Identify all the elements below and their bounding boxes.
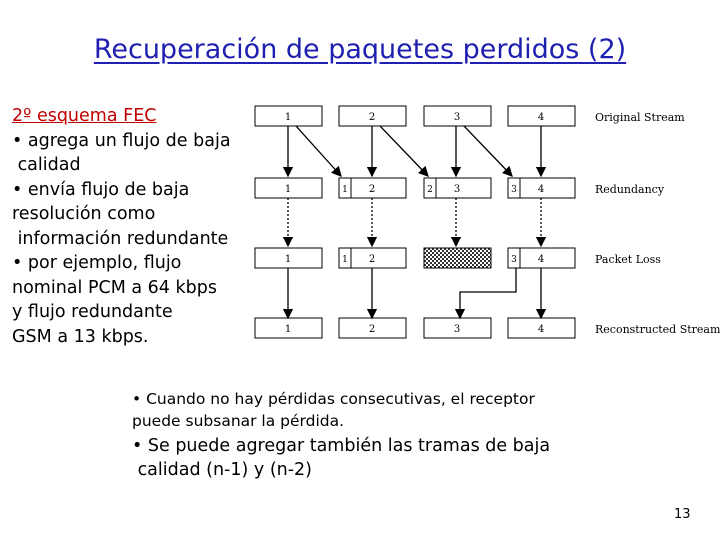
packet-box <box>508 248 575 268</box>
row-label: Reconstructed Stream <box>595 323 720 336</box>
row-label: Original Stream <box>595 111 685 124</box>
packet-label: 1 <box>284 184 292 195</box>
packet-label: 1 <box>284 254 292 265</box>
redundant-packet-label: 1 <box>342 185 348 195</box>
row-label: Packet Loss <box>595 253 661 266</box>
packet-box <box>339 248 406 268</box>
packet-label: 4 <box>537 112 545 123</box>
packet-box <box>339 106 406 126</box>
packet-label: 3 <box>453 112 461 123</box>
packet-label: 2 <box>368 254 376 265</box>
packet-box <box>508 106 575 126</box>
arrow <box>296 126 341 176</box>
packet-box <box>508 178 575 198</box>
packet-box <box>339 318 406 338</box>
packet-label: 2 <box>368 184 376 195</box>
redundant-packet-label: 2 <box>427 185 433 195</box>
arrow <box>380 126 428 176</box>
description-line: resolución como <box>12 204 156 224</box>
slide-title: Recuperación de paquetes perdidos (2) <box>93 34 627 65</box>
packet-label: 3 <box>453 184 461 195</box>
packet-box <box>255 248 322 268</box>
packet-box <box>424 106 491 126</box>
description-line: • agrega un flujo de baja <box>12 130 231 151</box>
packet-label: 2 <box>368 324 376 335</box>
packet-label: 1 <box>284 112 292 123</box>
packet-label: 4 <box>537 254 545 265</box>
description-line: información redundante <box>12 228 229 249</box>
bottom-notes <box>132 388 602 482</box>
redundant-packet-label: 3 <box>511 255 517 265</box>
description-line: • envía flujo de baja <box>12 179 190 200</box>
row-label: Redundancy <box>595 183 665 196</box>
packet-label: 2 <box>368 112 376 123</box>
description-line: GSM a 13 kbps. <box>12 326 149 347</box>
packet-box <box>255 106 322 126</box>
packet-label: 4 <box>537 324 545 335</box>
description-line: calidad <box>12 155 81 175</box>
description-line: • por ejemplo, flujo <box>12 253 182 273</box>
description-line: y flujo redundante <box>12 302 173 322</box>
recovery-arrow <box>460 268 516 318</box>
description-line: nominal PCM a 64 kbps <box>12 277 217 298</box>
packet-box <box>424 318 491 338</box>
redundant-packet-label: 1 <box>342 255 348 265</box>
packet-boxes <box>255 106 720 338</box>
packet-box <box>508 318 575 338</box>
packet-label: 1 <box>284 324 292 335</box>
packet-box <box>255 178 322 198</box>
arrow <box>464 126 512 176</box>
packet-box <box>424 178 491 198</box>
packet-box <box>255 318 322 338</box>
redundant-packet-label: 3 <box>511 185 517 195</box>
packet-label: 3 <box>453 324 461 335</box>
slide-number: 13 <box>674 507 691 522</box>
note-extra-frames: • Se puede agregar también las tramas de baja calidad (n-1) y (n-2) <box>132 436 551 480</box>
packet-arrows <box>288 126 541 318</box>
packet-label: 4 <box>537 184 545 195</box>
packet-box <box>339 178 406 198</box>
scheme-heading: 2º esquema FEC <box>12 106 157 126</box>
lost-packet-box <box>424 248 491 268</box>
note-consecutive-loss: • Cuando no hay pérdidas consecutivas, el receptor puede subsanar la pérdida. <box>132 390 535 430</box>
